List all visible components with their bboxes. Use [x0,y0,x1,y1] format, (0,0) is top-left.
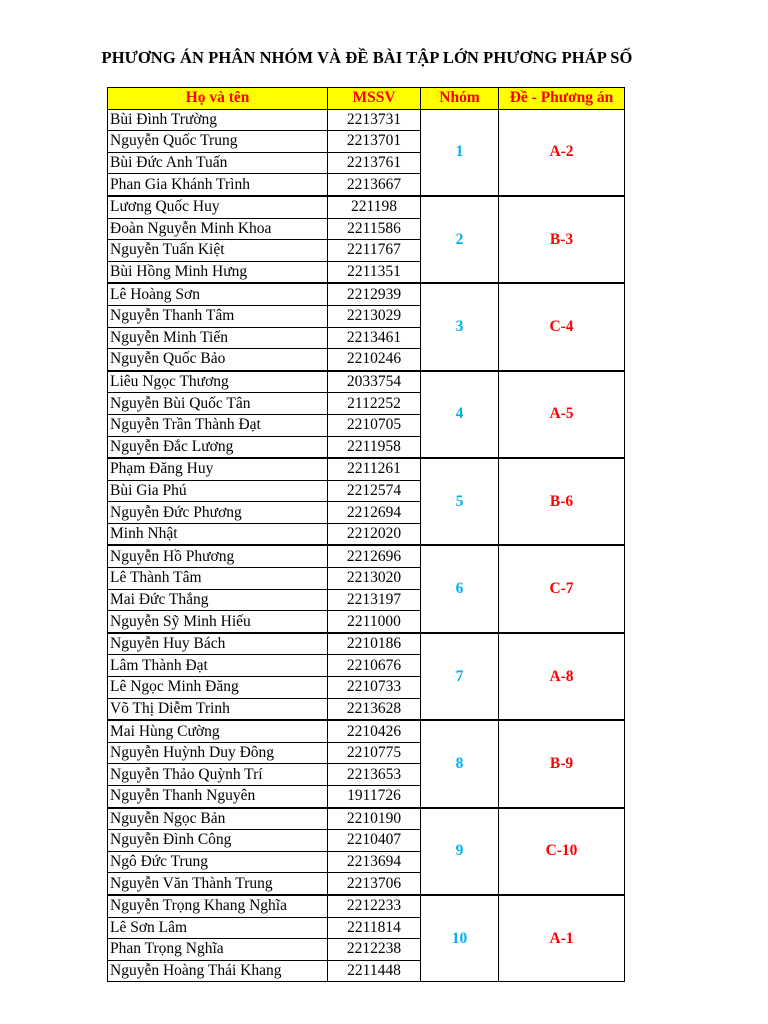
student-name-cell: Phan Gia Khánh Trình [108,174,328,196]
student-id-cell: 2212238 [328,939,421,961]
student-id-cell: 2212020 [328,523,421,545]
group-number-cell: 10 [421,895,499,982]
group-assignment-table [107,87,625,982]
assignment-option-cell: C-10 [499,808,625,895]
assignment-option-cell: C-4 [499,283,625,370]
student-name-cell: Nguyễn Ngọc Bản [108,808,328,830]
table-row [108,196,625,218]
student-name-cell: Nguyễn Thanh Tâm [108,305,328,327]
student-id-cell: 2210705 [328,414,421,436]
student-name-cell: Nguyễn Trọng Khang Nghĩa [108,895,328,917]
student-name-cell: Nguyễn Hồ Phương [108,545,328,567]
group-number-cell: 1 [421,109,499,196]
student-name-cell: Nguyễn Sỹ Minh Hiếu [108,611,328,633]
student-id-cell: 2212574 [328,480,421,502]
student-id-cell: 2211261 [328,458,421,480]
student-id-cell: 2211767 [328,240,421,262]
student-name-cell: Nguyễn Bùi Quốc Tân [108,393,328,415]
student-id-cell: 1911726 [328,786,421,808]
assignment-option-cell: A-2 [499,109,625,196]
student-name-cell: Bùi Gia Phú [108,480,328,502]
group-number-cell: 4 [421,371,499,458]
table-row [108,283,625,305]
table-row [108,633,625,655]
table-row [108,545,625,567]
table-row [108,808,625,830]
student-name-cell: Nguyễn Quốc Trung [108,131,328,153]
student-name-cell: Minh Nhật [108,523,328,545]
student-name-cell: Nguyễn Quốc Bảo [108,349,328,371]
table-row [108,371,625,393]
student-id-cell: 2213694 [328,851,421,873]
student-id-cell: 2213701 [328,131,421,153]
group-number-cell: 3 [421,283,499,370]
page-title: PHƯƠNG ÁN PHÂN NHÓM VÀ ĐỀ BÀI TẬP LỚN PHƯƠNG PHÁP SỐ [101,48,633,67]
student-name-cell: Bùi Hồng Minh Hưng [108,261,328,283]
student-name-cell: Võ Thị Diễm Trinh [108,698,328,720]
assignment-option-cell: A-8 [499,633,625,720]
table-header-row [108,88,625,110]
student-id-cell: 2213653 [328,764,421,786]
student-name-cell: Ngô Đức Trung [108,851,328,873]
student-id-cell: 2213461 [328,327,421,349]
student-id-cell: 2212233 [328,895,421,917]
student-id-cell: 2112252 [328,393,421,415]
group-number-cell: 9 [421,808,499,895]
student-name-cell: Lê Thành Tâm [108,568,328,590]
assignment-option-cell: B-3 [499,196,625,283]
student-name-cell: Lương Quốc Huy [108,196,328,218]
student-id-cell: 2210246 [328,349,421,371]
student-name-cell: Mai Hùng Cường [108,720,328,742]
student-id-cell: 2211814 [328,917,421,939]
table-row [108,458,625,480]
student-id-cell: 2211448 [328,960,421,982]
student-name-cell: Nguyễn Huỳnh Duy Đông [108,742,328,764]
student-id-cell: 2211351 [328,261,421,283]
student-id-cell: 2210733 [328,677,421,699]
student-name-cell: Nguyễn Đắc Lương [108,436,328,458]
group-number-cell: 6 [421,545,499,632]
student-id-cell: 2213731 [328,109,421,131]
student-name-cell: Phan Trọng Nghĩa [108,939,328,961]
student-name-cell: Nguyễn Trần Thành Đạt [108,414,328,436]
student-id-cell: 221198 [328,196,421,218]
student-id-cell: 2213628 [328,698,421,720]
student-id-cell: 2213029 [328,305,421,327]
group-number-cell: 8 [421,720,499,807]
student-name-cell: Bùi Đình Trường [108,109,328,131]
student-name-cell: Nguyễn Huy Bách [108,633,328,655]
student-name-cell: Nguyễn Văn Thành Trung [108,873,328,895]
student-name-cell: Nguyễn Đình Công [108,830,328,852]
student-id-cell: 2210407 [328,830,421,852]
student-id-cell: 2213020 [328,568,421,590]
student-name-cell: Bùi Đức Anh Tuấn [108,152,328,174]
group-number-cell: 5 [421,458,499,545]
table-body [108,109,625,982]
student-id-cell: 2210676 [328,655,421,677]
assignment-option-cell: A-1 [499,895,625,982]
student-id-cell: 2213761 [328,152,421,174]
student-name-cell: Lê Sơn Lâm [108,917,328,939]
student-id-cell: 2210775 [328,742,421,764]
student-id-cell: 2211586 [328,218,421,240]
assignment-option-cell: B-6 [499,458,625,545]
student-name-cell: Nguyễn Thanh Nguyên [108,786,328,808]
student-id-cell: 2212939 [328,283,421,305]
student-name-cell: Mai Đức Thắng [108,589,328,611]
student-name-cell: Lê Hoàng Sơn [108,283,328,305]
assignment-option-cell: A-5 [499,371,625,458]
student-id-cell: 2212696 [328,545,421,567]
column-header-group: Nhóm [421,88,499,110]
table-row [108,720,625,742]
student-id-cell: 2213197 [328,589,421,611]
student-id-cell: 2211958 [328,436,421,458]
table-row [108,895,625,917]
student-id-cell: 2212694 [328,502,421,524]
student-id-cell: 2213706 [328,873,421,895]
group-number-cell: 2 [421,196,499,283]
student-name-cell: Nguyễn Thảo Quỳnh Trí [108,764,328,786]
student-id-cell: 2210186 [328,633,421,655]
student-name-cell: Nguyễn Minh Tiến [108,327,328,349]
student-id-cell: 2210426 [328,720,421,742]
student-id-cell: 2033754 [328,371,421,393]
student-name-cell: Liêu Ngọc Thương [108,371,328,393]
student-name-cell: Lê Ngọc Minh Đăng [108,677,328,699]
column-header-mssv: MSSV [328,88,421,110]
column-header-option: Đề - Phương án [499,88,625,110]
table-row [108,109,625,131]
assignment-option-cell: C-7 [499,545,625,632]
student-id-cell: 2211000 [328,611,421,633]
student-name-cell: Nguyễn Hoàng Thái Khang [108,960,328,982]
student-name-cell: Lâm Thành Đạt [108,655,328,677]
student-id-cell: 2210190 [328,808,421,830]
group-number-cell: 7 [421,633,499,720]
student-name-cell: Phạm Đăng Huy [108,458,328,480]
student-name-cell: Nguyễn Tuấn Kiệt [108,240,328,262]
assignment-option-cell: B-9 [499,720,625,807]
student-id-cell: 2213667 [328,174,421,196]
student-name-cell: Đoàn Nguyễn Minh Khoa [108,218,328,240]
student-name-cell: Nguyễn Đức Phương [108,502,328,524]
column-header-name: Họ và tên [108,88,328,110]
